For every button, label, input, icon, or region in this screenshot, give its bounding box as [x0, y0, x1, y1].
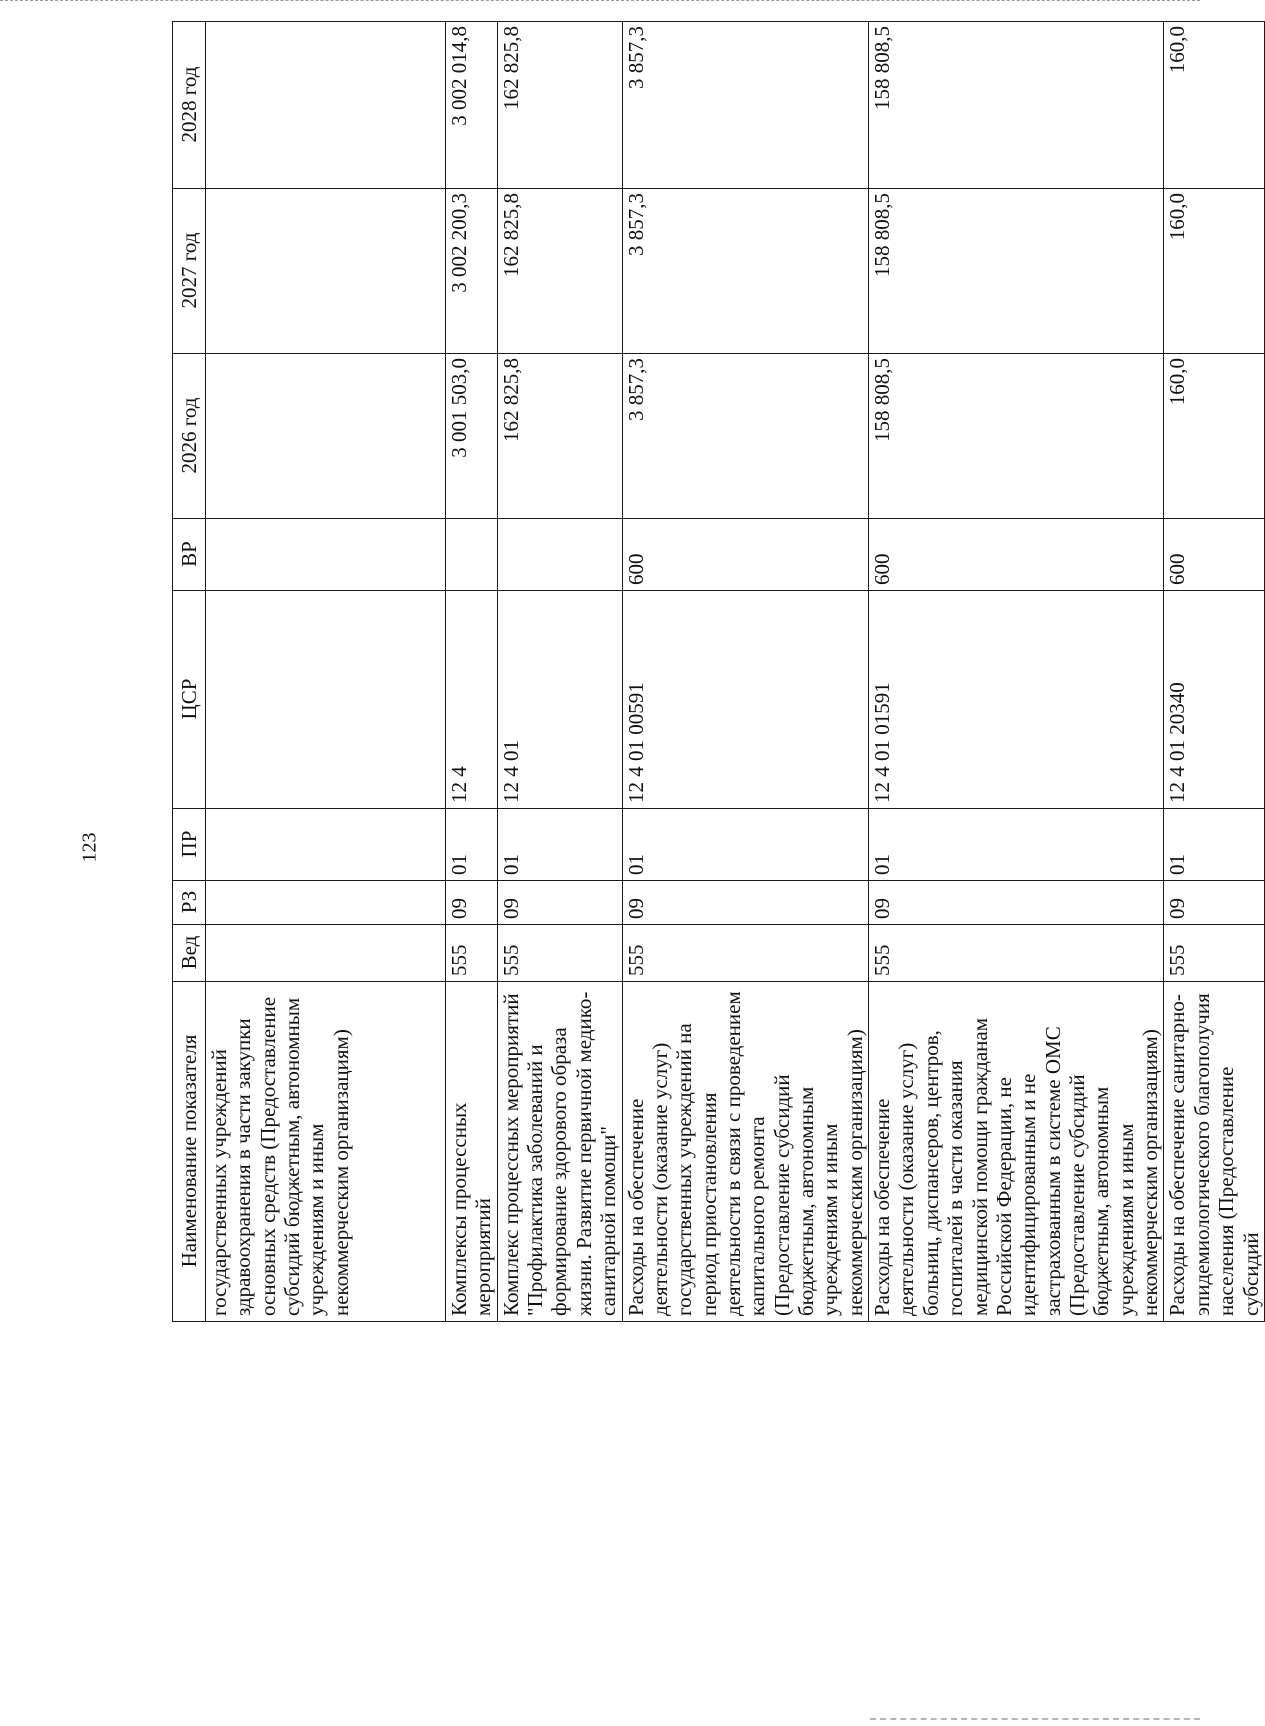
table-row: [446, 22, 498, 1322]
scan-edge-top: [0, 0, 1200, 2]
cell-pr: 01: [446, 809, 498, 881]
header-vr: ВР: [173, 519, 206, 591]
cell-name: Комплекс процессных мероприятий "Профилактика заболеваний и формирование здорового образа жизни. Развитие первичной медико-санитарной помощи": [497, 982, 622, 1322]
page-number: 123: [78, 832, 101, 863]
cell-vr: 600: [869, 519, 1164, 591]
cell-csr: 12 4: [446, 591, 498, 809]
cell-pr: 01: [622, 809, 869, 881]
cell-csr: 12 4 01: [497, 591, 622, 809]
cell-csr: 12 4 01 01591: [869, 591, 1164, 809]
cell-pr: 01: [497, 809, 622, 881]
cell-2026: 3 857,3: [622, 354, 869, 519]
header-2026: 2026 год: [173, 354, 206, 519]
cell-name: государственных учреждений здравоохранения в части закупки основных средств (Предоставление субсидий бюджетным, автономным учреждениям и иным некоммерческим организациям): [206, 982, 446, 1322]
budget-table: [172, 21, 1265, 1322]
cell-pr: [206, 809, 446, 881]
cell-name: Расходы на обеспечение деятельности (оказание услуг) государственных учреждений на период приостановления деятельности в связи с проведением капитального ремонта (Предоставление субсидий бюджетным, автономным учреждениям и иным некоммерческим организациям): [622, 982, 869, 1322]
cell-2026: 162 825,8: [497, 354, 622, 519]
cell-ved: 555: [622, 925, 869, 982]
cell-2027: 3 002 200,3: [446, 189, 498, 354]
cell-2027: 158 808,5: [869, 189, 1164, 354]
rotated-page-content: [172, 26, 1263, 1322]
table-row: [869, 22, 1164, 1322]
table-row: [1164, 22, 1264, 1322]
cell-2026: 3 001 503,0: [446, 354, 498, 519]
cell-csr: [206, 591, 446, 809]
header-rz: РЗ: [173, 881, 206, 925]
cell-rz: [206, 881, 446, 925]
table-row: [497, 22, 622, 1322]
cell-2027: 162 825,8: [497, 189, 622, 354]
cell-vr: [497, 519, 622, 591]
cell-ved: 555: [1164, 925, 1264, 982]
cell-vr: [206, 519, 446, 591]
cell-rz: 09: [869, 881, 1164, 925]
cell-2027: 160,0: [1164, 189, 1264, 354]
header-pr: ПР: [173, 809, 206, 881]
header-csr: ЦСР: [173, 591, 206, 809]
cell-rz: 09: [497, 881, 622, 925]
cell-vr: 600: [622, 519, 869, 591]
cell-2027: [206, 189, 446, 354]
cell-rz: 09: [622, 881, 869, 925]
cell-vr: 600: [1164, 519, 1264, 591]
cell-name: Расходы на обеспечение санитарно-эпидемиологического благополучия населения (Предоставление субсидий: [1164, 982, 1264, 1322]
cell-2028: 160,0: [1164, 22, 1264, 189]
cell-2028: 158 808,5: [869, 22, 1164, 189]
cell-2026: 158 808,5: [869, 354, 1164, 519]
cell-2028: [206, 22, 446, 189]
cell-pr: 01: [1164, 809, 1264, 881]
cell-csr: 12 4 01 00591: [622, 591, 869, 809]
cell-rz: 09: [1164, 881, 1264, 925]
cell-vr: [446, 519, 498, 591]
cell-ved: 555: [497, 925, 622, 982]
cell-2028: 3 002 014,8: [446, 22, 498, 189]
cell-2028: 162 825,8: [497, 22, 622, 189]
cell-2028: 3 857,3: [622, 22, 869, 189]
cell-2027: 3 857,3: [622, 189, 869, 354]
cell-pr: 01: [869, 809, 1164, 881]
cell-rz: 09: [446, 881, 498, 925]
cell-ved: 555: [869, 925, 1164, 982]
cell-name: Расходы на обеспечение деятельности (оказание услуг) больниц, диспансеров, центров, госпиталей в части оказания медицинской помощи гражданам Российской Федерации, не идентифицированным и не застрахованным в системе ОМС (Предоставление субсидий бюджетным, автономным учреждениям и иным некоммерческим организациям): [869, 982, 1164, 1322]
table-row: [622, 22, 869, 1322]
cell-name: Комплексы процессных мероприятий: [446, 982, 498, 1322]
table-header-row: [173, 22, 206, 1322]
cell-csr: 12 4 01 20340: [1164, 591, 1264, 809]
header-2028: 2028 год: [173, 22, 206, 189]
header-name: Наименование показателя: [173, 982, 206, 1322]
cell-ved: [206, 925, 446, 982]
table-row: [206, 22, 446, 1322]
cell-ved: 555: [446, 925, 498, 982]
scan-edge-bottom: [870, 1718, 1200, 1722]
header-2027: 2027 год: [173, 189, 206, 354]
header-ved: Вед: [173, 925, 206, 982]
cell-2026: 160,0: [1164, 354, 1264, 519]
cell-2026: [206, 354, 446, 519]
